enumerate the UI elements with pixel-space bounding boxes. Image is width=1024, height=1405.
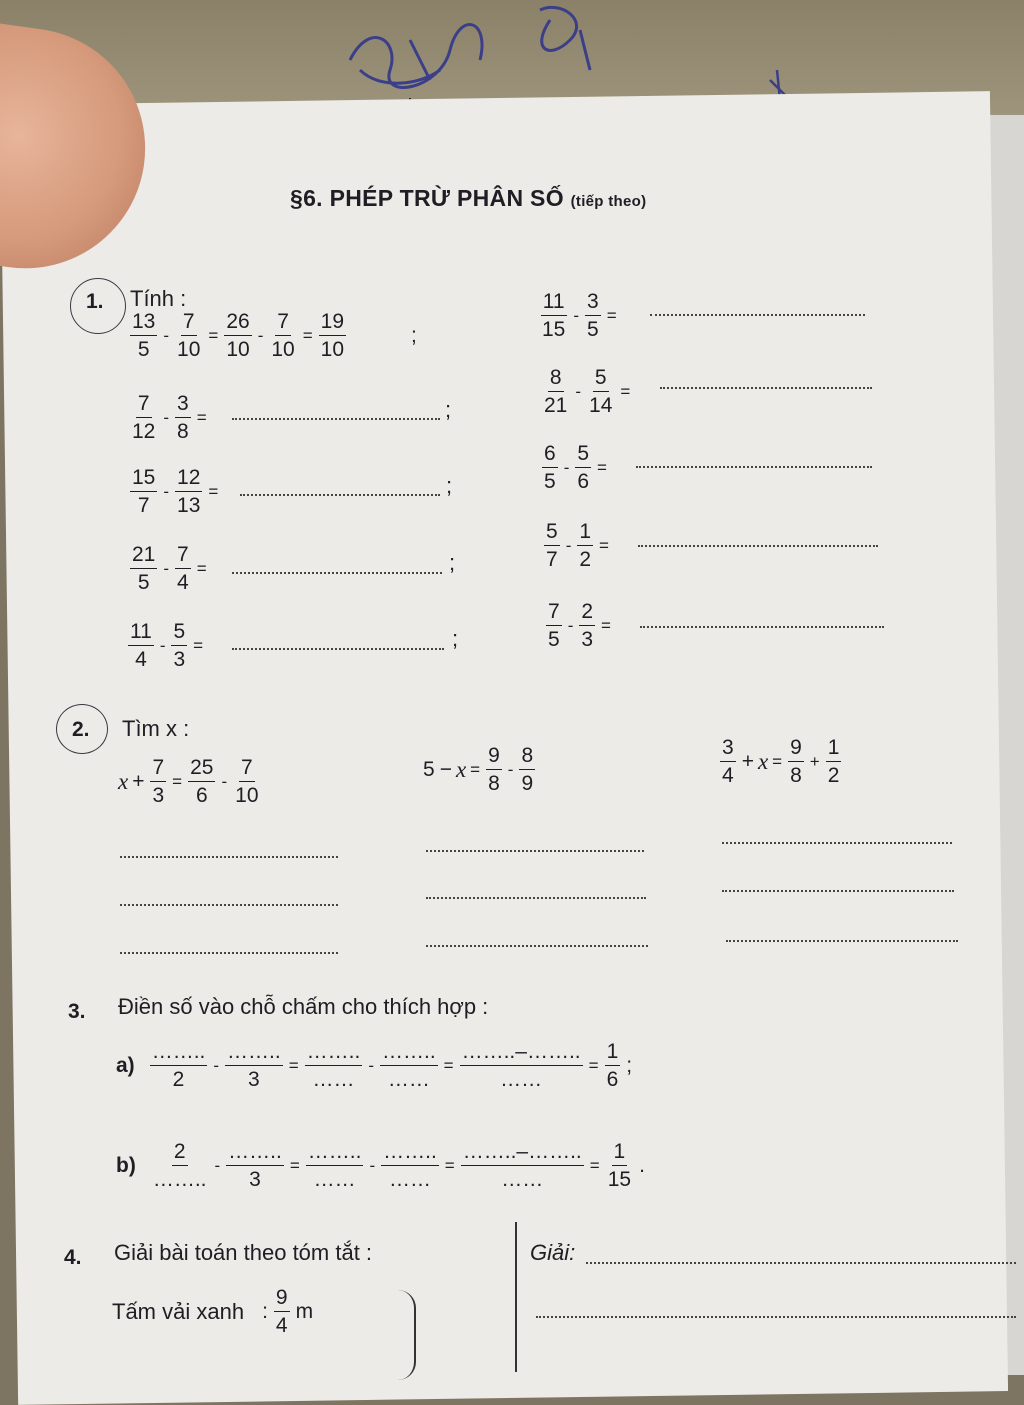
answer-line[interactable] [240, 494, 440, 496]
answer-line[interactable] [232, 648, 444, 650]
answer-line[interactable] [232, 418, 440, 420]
answer-line[interactable] [636, 466, 872, 468]
ex2-equation-2: 5 − x = $\frac{9}{8}$ - $\frac{8}{9}$ [423, 744, 534, 796]
fraction: $\frac{13}{5}$ [132, 310, 156, 362]
exercise-1-number: 1. [86, 290, 104, 313]
answer-line[interactable] [586, 1262, 1016, 1264]
answer-line[interactable] [722, 890, 954, 892]
ex2-equation-3: $\frac{3}{4}$ + x = $\frac{9}{8}$ + $\frac{1}{2}$ [722, 736, 840, 788]
semicolon: ; [446, 473, 453, 498]
answer-line[interactable] [660, 387, 872, 389]
ex1-right-row-3: $\frac{6}{5}$ - $\frac{5}{6}$ = [544, 442, 607, 494]
ex1-left-row-4: $\frac{21}{5}$ - $\frac{7}{4}$ = [132, 543, 207, 595]
exercise-2-label: Tìm x : [122, 716, 190, 741]
solution-label: Giải: [530, 1240, 576, 1265]
title-main: §6. PHÉP TRỪ PHÂN SỐ [290, 185, 564, 211]
answer-line[interactable] [640, 626, 884, 628]
answer-line[interactable] [232, 572, 442, 574]
ex4-summary-row-1: Tấm vải xanh : $\frac{9}{4}$ m [112, 1286, 314, 1338]
answer-line[interactable] [426, 897, 646, 899]
exercise-1-label: Tính : [130, 286, 187, 311]
fraction: $\frac{26}{10}$ [226, 310, 250, 362]
ex1-left-row-5: $\frac{11}{4}$ - $\frac{5}{3}$ = [130, 620, 204, 672]
ex1-left-row-1: $\frac{13}{5}$ - $\frac{7}{10}$ = $\frac{26}{10}$ - $\frac{7}{10}$ = $\frac{19}{10}$ ; [132, 310, 417, 362]
answer-line[interactable] [120, 952, 338, 954]
fraction: $\frac{7}{10}$ [177, 310, 201, 362]
fraction: $\frac{19}{10}$ [320, 310, 345, 362]
exercise-4-number: 4. [64, 1246, 82, 1269]
semicolon: ; [452, 626, 459, 651]
answer-line[interactable] [726, 940, 958, 942]
ex1-left-row-2: $\frac{7}{12}$ - $\frac{3}{8}$ = [132, 392, 207, 444]
page-title [290, 185, 646, 212]
exercise-3-number: 3. [68, 1000, 86, 1023]
title-sub: (tiếp theo) [570, 193, 647, 210]
column-divider [515, 1222, 517, 1372]
answer-line[interactable] [120, 856, 338, 858]
answer-line[interactable] [536, 1316, 1016, 1318]
answer-line[interactable] [426, 945, 648, 947]
answer-line[interactable] [650, 314, 865, 316]
ex1-right-row-2: $\frac{8}{21}$ - $\frac{5}{14}$ = [544, 366, 631, 418]
ex1-right-row-5: $\frac{7}{5}$ - $\frac{2}{3}$ = [548, 600, 611, 652]
ex3-part-a: a) $\frac{\dots\dots..}{2}$ - $\frac{\dots\dots..}{3}$ = $\frac{\dots\dots..}{\dots\dots}$ - $\frac{\dots\dots..}{\dots\dots}$ = $\frac{\dots\dots..-\dots\dots..}{\dots\dots}$ = $\frac{1}{6}$ ; [116, 1040, 633, 1092]
answer-line[interactable] [120, 904, 338, 906]
answer-line[interactable] [722, 842, 952, 844]
semicolon: ; [445, 397, 452, 422]
exercise-2-number: 2. [72, 718, 90, 741]
ex1-right-row-1: $\frac{11}{15}$ - $\frac{3}{5}$ = [542, 290, 617, 342]
fraction: $\frac{7}{10}$ [271, 310, 295, 362]
ex2-equation-1: x + $\frac{7}{3}$ = $\frac{25}{6}$ - $\frac{7}{10}$ [118, 756, 259, 808]
exercise-3-label: Điền số vào chỗ chấm cho thích hợp : [118, 994, 489, 1019]
answer-line[interactable] [638, 545, 878, 547]
summary-brace [398, 1290, 416, 1380]
ex3-part-b: b) $\frac{2}{\dots\dots..}$ - $\frac{\dots\dots..}{3}$ = $\frac{\dots\dots..}{\dots\dots}$ - $\frac{\dots\dots..}{\dots\dots}$ = $\frac{\dots\dots..-\dots\dots..}{\dots\dots}$ = $\frac{1}{15}$ . [116, 1140, 645, 1192]
answer-line[interactable] [426, 850, 644, 852]
exercise-4-label: Giải bài toán theo tóm tắt : [114, 1240, 373, 1265]
ex1-right-row-4: $\frac{5}{7}$ - $\frac{1}{2}$ = [546, 520, 609, 572]
semicolon: ; [449, 550, 456, 575]
ex1-left-row-3: $\frac{15}{7}$ - $\frac{12}{13}$ = [132, 466, 219, 518]
